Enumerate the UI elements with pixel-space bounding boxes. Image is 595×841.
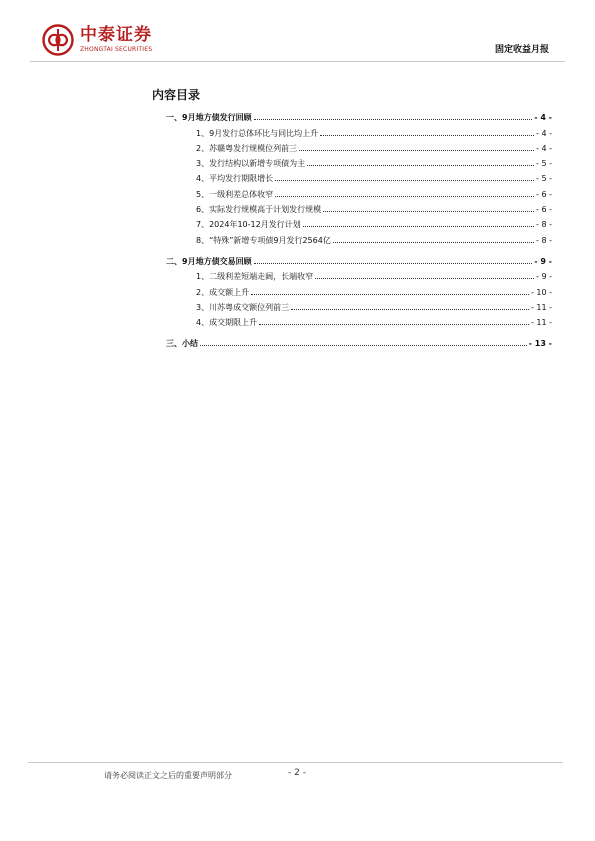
toc-dot-leader bbox=[275, 180, 534, 181]
toc-entry-label: 一、9月地方债发行回顾 bbox=[166, 113, 252, 123]
toc-entry-label: 2、成交额上升 bbox=[196, 287, 250, 297]
toc-entry-label: 4、成交期限上升 bbox=[196, 318, 258, 328]
toc-dot-leader bbox=[333, 242, 534, 243]
toc-section-entry[interactable] bbox=[166, 334, 552, 349]
toc-dot-leader bbox=[299, 150, 534, 151]
toc-dot-leader bbox=[320, 135, 534, 136]
page-header bbox=[0, 0, 595, 70]
toc-entry-page: - 8 - bbox=[536, 220, 552, 230]
toc-subsection-entry[interactable] bbox=[166, 313, 552, 328]
toc-section-entry[interactable] bbox=[166, 252, 552, 267]
toc-dot-leader bbox=[259, 324, 529, 325]
toc-entry-label: 二、9月地方债交易回顾 bbox=[166, 256, 252, 266]
toc-entry-page: - 4 - bbox=[534, 113, 552, 123]
toc-dot-leader bbox=[254, 119, 533, 120]
toc-subsection-entry[interactable] bbox=[166, 298, 552, 313]
toc-entry-page: - 5 - bbox=[536, 174, 552, 184]
toc-dot-leader bbox=[275, 196, 534, 197]
report-type: 固定收益月报 bbox=[494, 45, 549, 55]
toc-entry-page: - 4 - bbox=[536, 128, 552, 138]
toc-dot-leader bbox=[200, 345, 527, 346]
toc-entry-label: 7、2024年10-12月发行计划 bbox=[196, 220, 301, 230]
toc-subsection-entry[interactable] bbox=[166, 282, 552, 297]
toc-section-entry[interactable] bbox=[166, 108, 552, 123]
toc-dot-leader bbox=[315, 278, 534, 279]
toc-entry-label: 3、川苏粤成交额位列前三 bbox=[196, 302, 290, 312]
toc-entry-label: 8、“特殊”新增专项债9月发行2564亿 bbox=[196, 235, 331, 245]
toc-entry-page: - 4 - bbox=[536, 143, 552, 153]
footer-disclaimer: 请务必阅读正文之后的重要声明部分 bbox=[104, 771, 232, 780]
toc-entry-page: - 11 - bbox=[530, 318, 552, 328]
zhongtai-logo-icon bbox=[42, 24, 74, 56]
toc-subsection-entry[interactable] bbox=[166, 267, 552, 282]
toc-dot-leader bbox=[251, 294, 529, 295]
toc-dot-leader bbox=[323, 211, 534, 212]
toc-entry-label: 1、9月发行总体环比与同比均上升 bbox=[196, 128, 319, 138]
toc-entry-page: - 13 - bbox=[528, 339, 552, 349]
header-divider bbox=[30, 61, 565, 62]
toc-entry-label: 4、平均发行期限增长 bbox=[196, 174, 274, 184]
toc-subsection-entry[interactable] bbox=[166, 230, 552, 245]
table-of-contents bbox=[166, 108, 552, 349]
toc-subsection-entry[interactable] bbox=[166, 200, 552, 215]
toc-entry-label: 5、一级利差总体收窄 bbox=[196, 189, 274, 199]
toc-subsection-entry[interactable] bbox=[166, 139, 552, 154]
toc-entry-label: 三、小结 bbox=[166, 339, 198, 349]
toc-subsection-entry[interactable] bbox=[166, 123, 552, 138]
toc-subsection-entry[interactable] bbox=[166, 169, 552, 184]
toc-subsection-entry[interactable] bbox=[166, 184, 552, 199]
toc-entry-label: 2、苏赣粤发行规模位列前三 bbox=[196, 143, 298, 153]
logo-text bbox=[80, 26, 152, 54]
toc-dot-leader bbox=[254, 263, 533, 264]
toc-entry-page: - 8 - bbox=[536, 235, 552, 245]
company-name-en: ZHONGTAI SECURITIES bbox=[80, 46, 153, 53]
toc-title: 内容目录 bbox=[152, 88, 201, 102]
company-logo bbox=[42, 22, 152, 58]
toc-entry-page: - 10 - bbox=[530, 287, 552, 297]
company-name-cn: 中泰证券 bbox=[80, 25, 152, 45]
toc-entry-page: - 6 - bbox=[536, 205, 552, 215]
toc-dot-leader bbox=[307, 165, 534, 166]
toc-entry-label: 1、二级利差短端走阔，长端收窄 bbox=[196, 272, 314, 282]
page-number: - 2 - bbox=[288, 768, 306, 778]
toc-entry-label: 6、实际发行规模高于计划发行规模 bbox=[196, 205, 322, 215]
toc-entry-page: - 9 - bbox=[534, 256, 552, 266]
footer-divider bbox=[28, 762, 563, 763]
toc-entry-page: - 9 - bbox=[536, 272, 552, 282]
toc-dot-leader bbox=[291, 309, 529, 310]
toc-entry-page: - 5 - bbox=[536, 159, 552, 169]
toc-entry-label: 3、发行结构以新增专项债为主 bbox=[196, 159, 306, 169]
toc-entry-page: - 6 - bbox=[536, 189, 552, 199]
toc-subsection-entry[interactable] bbox=[166, 215, 552, 230]
toc-dot-leader bbox=[303, 226, 534, 227]
toc-entry-page: - 11 - bbox=[530, 302, 552, 312]
toc-subsection-entry[interactable] bbox=[166, 154, 552, 169]
